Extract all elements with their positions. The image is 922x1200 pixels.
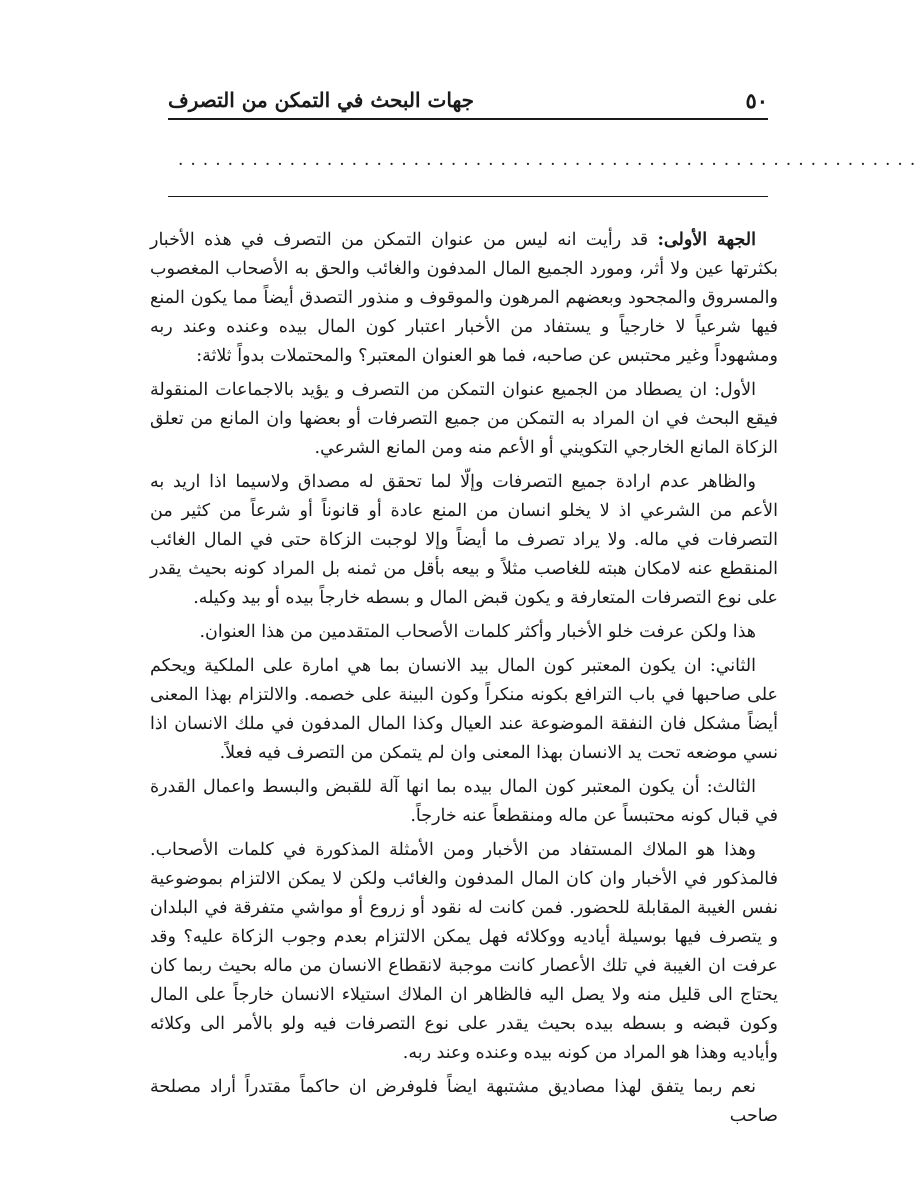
paragraph-text: الثاني: ان يكون المعتبر كون المال بيد الانسان بما هي امارة على الملكية ويحكم على صاحبها في باب الترافع بكونه منكراً وكون البينة على خصمه. والالتزام بهذا المعنى أيضاً مشكل فان النفقة الموضوعة عند العيال وكذا المال المدفون في ملك الانسان اذا نسي موضعه تحت يد الانسان بهذا المعنى وان لم يتمكن من التصرف فيه فعلاً. [150, 656, 778, 763]
paragraph [150, 468, 778, 613]
body-text [150, 226, 778, 1136]
paragraph [150, 226, 778, 371]
paragraph [150, 836, 778, 1068]
paragraph [150, 652, 778, 768]
running-title: جهات البحث في التمكن من التصرف [168, 88, 475, 112]
paragraph-text: والظاهر عدم ارادة جميع التصرفات وإلّا لما تحقق له مصداق ولاسيما اذا اريد به الأعم من الشرعي اذ لا يخلو انسان من المنع عادة أو قانوناً أو شرعاً من كثير من التصرفات في ماله. ولا يراد تصرف ما أيضاً وإلا لوجبت الزكاة حتى في المال الغائب المنقطع عنه لامكان هبته للغاصب مثلاً و بيعه بأقل من ثمنه بل المراد كونه بحيث يقدر على نوع التصرفات المتعارفة و يكون قبض المال و بسطه خارجاً بيده أو بيد وكيله. [150, 472, 778, 608]
paragraph-text: الثالث: أن يكون المعتبر كون المال بيده بما انها آلة للقبض والبسط واعمال القدرة في قبال كونه محتبساً عن ماله ومنقطعاً عنه خارجاً. [150, 777, 778, 826]
page-header [168, 82, 768, 116]
dotted-separator: ............................................................ [178, 150, 922, 170]
paragraph-text: هذا ولكن عرفت خلو الأخبار وأكثر كلمات الأصحاب المتقدمين من هذا العنوان. [199, 622, 756, 642]
paragraph [150, 1073, 778, 1131]
paragraph-text: قد رأيت انه ليس من عنوان التمكن من التصرف في هذه الأخبار بكثرتها عين ولا أثر، ومورد الجميع المال المدفون والغائب والحق به الأصحاب المغصوب والمسروق والمجحود وبعضهم المرهون والموقوف و منذور التصدق أيضاً مما يكون المنع فيها شرعياً لا خارجياً و يستفاد من الأخبار اعتبار كون المال بيده وعنده وعند ربه ومشهوداً وغير محتبس عن صاحبه، فما هو العنوان المعتبر؟ والمحتملات بدواً ثلاثة: [150, 230, 778, 366]
paragraph [150, 773, 778, 831]
paragraph-text: وهذا هو الملاك المستفاد من الأخبار ومن الأمثلة المذكورة في كلمات الأصحاب. فالمذكور في الأخبار وان كان المال المدفون والغائب ولكن لا يمكن الالتزام بموضوعية نفس الغيبة المقابلة للحضور. فمن كانت له نقود أو زروع أو مواشي متفرقة في البلدان و يتصرف فيها بوسيلة أياديه ووكلائه فهل يمكن الالتزام بعدم وجوب الزكاة عليه؟ وقد عرفت ان الغيبة في تلك الأعصار كانت موجبة لانقطاع الانسان من ماله بحيث ربما كان يحتاج الى قليل منه ولا يصل اليه فالظاهر ان الملاك استيلاء الانسان خارجاً على المال وكون قبضه و بسطه بيده بحيث يقدر على نوع التصرفات فيه ولو بالأمر الى وكلائه وأياديه وهذا هو المراد من كونه بيده وعنده وعند ربه. [150, 840, 778, 1063]
paragraph-text: الأول: ان يصطاد من الجميع عنوان التمكن من التصرف و يؤيد بالاجماعات المنقولة فيقع البحث في ان المراد به التمكن من جميع التصرفات أو بعضها وان المانع من تعلق الزكاة المانع الخارجي التكويني أو الأعم منه ومن المانع الشرعي. [150, 380, 778, 458]
separator-rule [168, 196, 768, 197]
paragraph [150, 376, 778, 463]
section-lead: الجهة الأولى: [657, 230, 756, 250]
page-number: ٥٠ [745, 88, 768, 113]
paragraph [150, 618, 778, 647]
header-rule [168, 118, 768, 120]
paragraph-text: نعم ربما يتفق لهذا مصاديق مشتبهة ايضاً فلوفرض ان حاكماً مقتدراً أراد مصلحة صاحب [150, 1077, 778, 1126]
